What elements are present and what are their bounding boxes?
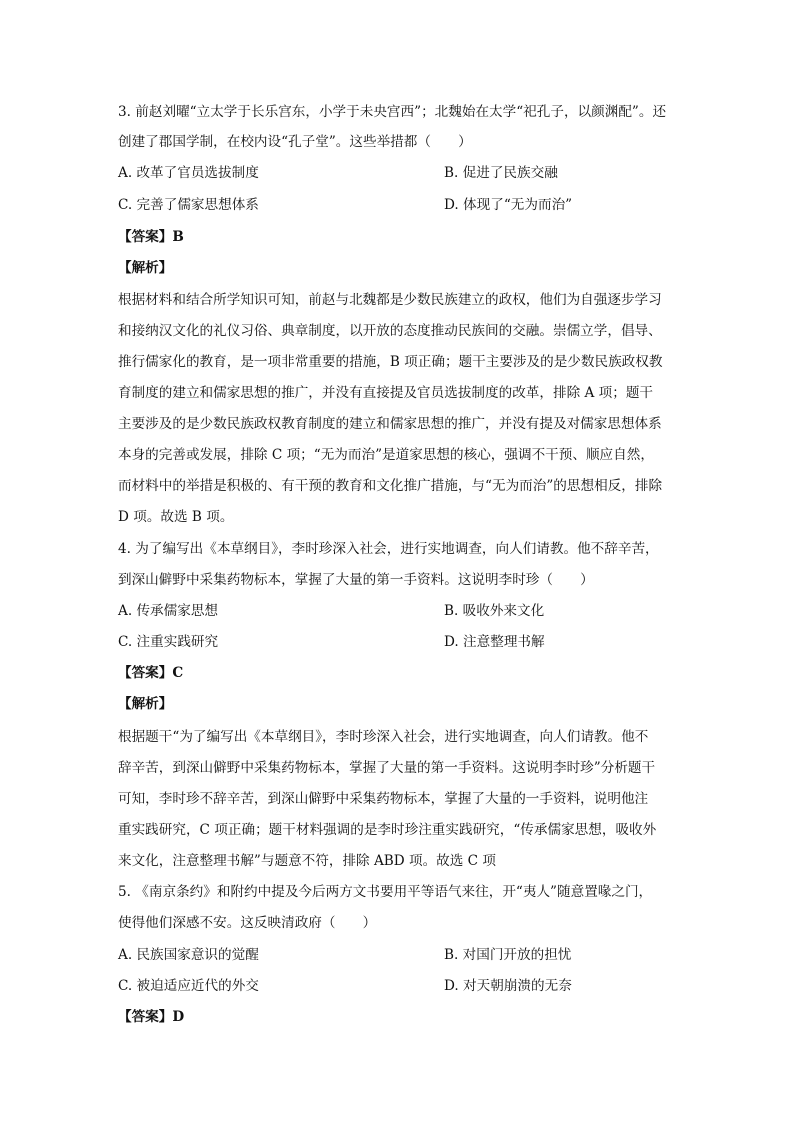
q3-option-c: C. 完善了儒家思想体系 bbox=[118, 197, 259, 213]
q3-answer: 【答案】B bbox=[118, 229, 184, 245]
q3-analysis-line-2: 和接纳汉文化的礼仪习俗、典章制度，以开放的态度推动民族间的交融。崇儒立学，倡导、 bbox=[118, 323, 662, 339]
q4-analysis-label: 【解析】 bbox=[118, 696, 173, 712]
q4-option-d: D. 注意整理书解 bbox=[444, 634, 545, 650]
q5-stem-line-1: 5. 《南京条约》和附约中提及今后两方文书要用平等语气来往，开“夷人”随意置喙之门， bbox=[118, 884, 653, 900]
q4-analysis-line-1: 根据题干“为了编写出《本草纲目》，李时珍深入社会，进行实地调查，向人们请教。他不 bbox=[118, 729, 649, 745]
q4-option-a: A. 传承儒家思想 bbox=[118, 603, 219, 619]
q3-option-d: D. 体现了“无为而治” bbox=[444, 197, 573, 213]
q5-option-c: C. 被迫适应近代的外交 bbox=[118, 978, 259, 994]
q4-answer: 【答案】C bbox=[118, 665, 184, 681]
q4-option-b: B. 吸收外来文化 bbox=[444, 603, 545, 619]
q3-analysis-line-4: 育制度的建立和儒家思想的推广，并没有直接提及官员选拔制度的改革，排除 A 项；题干 bbox=[118, 385, 654, 401]
q3-analysis-line-7: 而材料中的举措是积极的、有干预的教育和文化推广措施，与“无为而治”的思想相反，排除 bbox=[118, 478, 663, 494]
q5-answer: 【答案】D bbox=[118, 1009, 185, 1025]
q3-analysis-label: 【解析】 bbox=[118, 260, 173, 276]
q4-analysis-line-4: 重实践研究，C 项正确；题干材料强调的是李时珍注重实践研究，“传承儒家思想，吸收外 bbox=[118, 822, 657, 838]
q4-stem-line-2: 到深山僻野中采集药物标本，掌握了大量的第一手资料。这说明李时珍（ ） bbox=[118, 572, 594, 588]
q5-option-d: D. 对天朝崩溃的无奈 bbox=[444, 978, 572, 994]
q3-analysis-line-5: 主要涉及的是少数民族政权教育制度的建立和儒家思想的推广，并没有提及对儒家思想体系 bbox=[118, 416, 662, 432]
q4-option-c: C. 注重实践研究 bbox=[118, 634, 219, 650]
q3-analysis-line-3: 推行儒家化的教育，是一项非常重要的措施，B 项正确；题干主要涉及的是少数民族政权教 bbox=[118, 354, 663, 370]
q3-analysis-line-1: 根据材料和结合所学知识可知，前赵与北魏都是少数民族建立的政权，他们为自强逐步学习 bbox=[118, 292, 662, 308]
q5-option-b: B. 对国门开放的担忧 bbox=[444, 947, 572, 963]
q5-stem-line-2: 使得他们深感不安。这反映清政府（ ） bbox=[118, 915, 377, 931]
q4-stem-line-1: 4. 为了编写出《本草纲目》，李时珍深入社会，进行实地调查，向人们请教。他不辞辛苦， bbox=[118, 541, 659, 557]
q3-stem-line-2: 创建了郡国学制，在校内设“孔子堂”。这些举措都（ ） bbox=[118, 134, 472, 150]
q4-analysis-line-3: 可知，李时珍不辞辛苦，到深山僻野中采集药物标本，掌握了大量的一手资料，说明他注 bbox=[118, 791, 649, 807]
q3-option-a: A. 改革了官员选拔制度 bbox=[118, 165, 259, 181]
q4-analysis-line-5: 来文化，注意整理书解”与题意不符，排除 ABD 项。故选 C 项 bbox=[118, 853, 496, 869]
q3-stem-line-1: 3. 前赵刘曜“立太学于长乐宫东，小学于未央宫西”；北魏始在太学“祀孔子，以颜渊配”。还 bbox=[118, 104, 667, 120]
q3-option-b: B. 促进了民族交融 bbox=[444, 165, 558, 181]
q3-analysis-line-8: D 项。故选 B 项。 bbox=[118, 509, 234, 525]
q4-analysis-line-2: 辞辛苦，到深山僻野中采集药物标本，掌握了大量的第一手资料。这说明李时珍”分析题干 bbox=[118, 760, 656, 776]
q3-analysis-line-6: 本身的完善或发展，排除 C 项；“无为而治”是道家思想的核心，强调不干预、顺应自然， bbox=[118, 447, 654, 463]
q5-option-a: A. 民族国家意识的觉醒 bbox=[118, 947, 259, 963]
